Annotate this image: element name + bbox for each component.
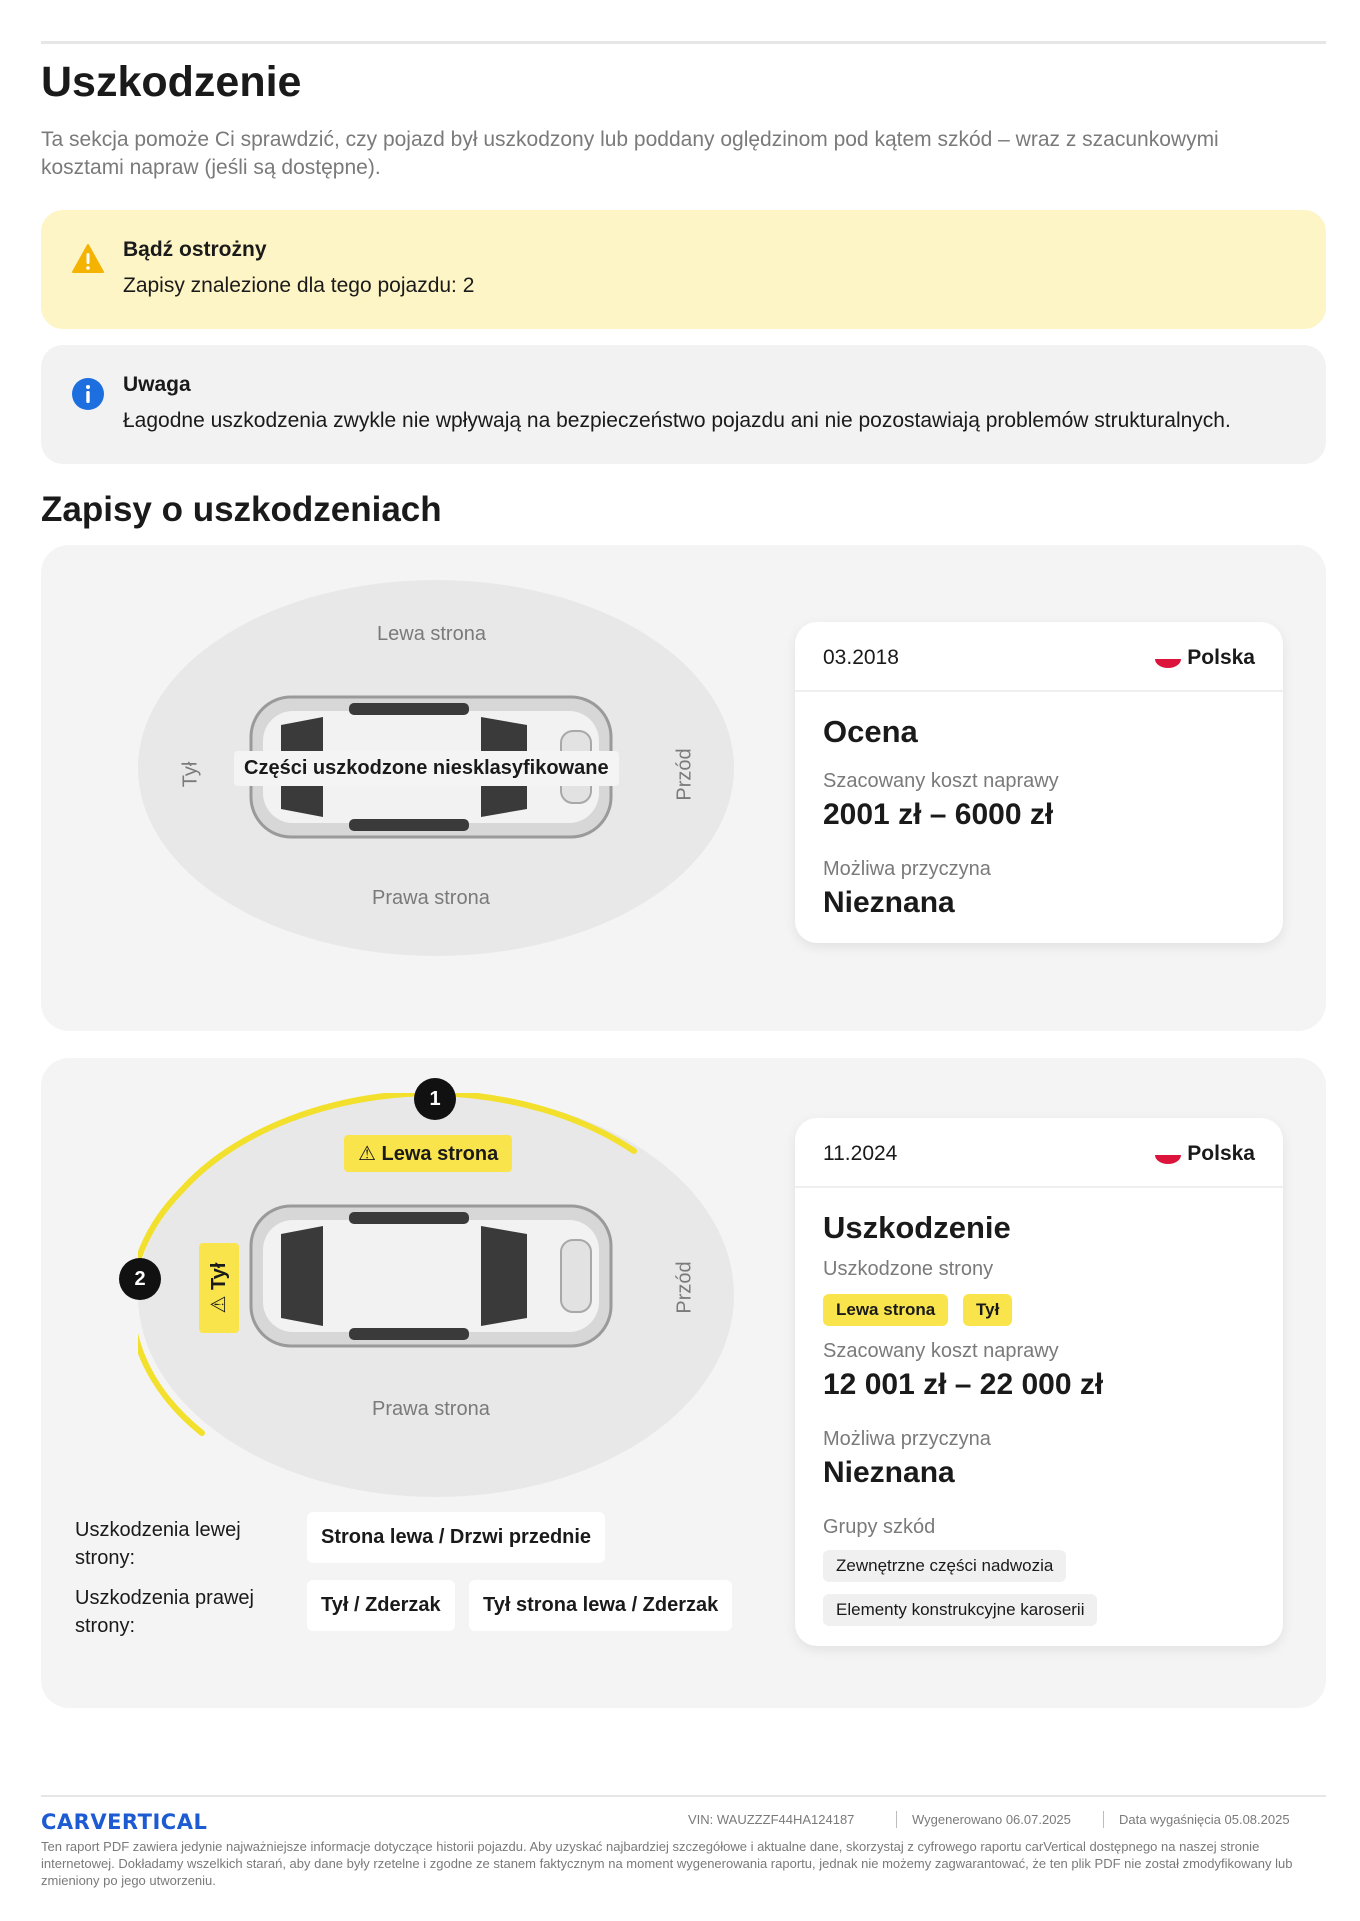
- car-top-view: [241, 1196, 621, 1356]
- damage-record-1: [41, 545, 1326, 1031]
- diagram-overlay-label: Części uszkodzone niesklasyfikowane: [234, 751, 619, 786]
- poland-flag-icon: [1155, 650, 1181, 668]
- cause-value: Nieznana: [823, 1456, 955, 1489]
- cost-label: Szacowany koszt naprawy: [823, 1340, 1059, 1362]
- cause-label: Możliwa przyczyna: [823, 858, 991, 880]
- warning-icon: [71, 242, 105, 276]
- warning-tag-label: Tył: [208, 1262, 230, 1290]
- footer-expires: Data wygaśnięcia 05.08.2025: [1119, 1812, 1290, 1827]
- warning-triangle-icon: ⚠: [208, 1295, 230, 1314]
- info-icon: [71, 377, 105, 411]
- card-header: [795, 1118, 1283, 1188]
- poland-flag-icon: [1155, 1146, 1181, 1164]
- warning-text: Zapisy znalezione dla tego pojazdu: 2: [123, 274, 475, 297]
- diagram-label-right: Prawa strona: [372, 887, 490, 909]
- record-type: Uszkodzenie: [823, 1210, 1011, 1245]
- diagram-label-front: Przód: [673, 1261, 696, 1314]
- info-text: Łagodne uszkodzenia zwykle nie wpływają na bezpieczeństwo pojazdu ani nie pozostawiają problemów strukturalnych.: [123, 409, 1231, 432]
- warning-triangle-icon: ⚠: [358, 1143, 376, 1165]
- warning-alert: [41, 210, 1326, 329]
- warning-tag-left-side: [344, 1135, 512, 1172]
- left-damage-chip: Strona lewa / Drzwi przednie: [307, 1512, 605, 1563]
- diagram-label-left: Lewa strona: [377, 623, 486, 645]
- damage-marker-2[interactable]: 2: [119, 1258, 161, 1300]
- footer-disclaimer: Ten raport PDF zawiera jedynie najważniejsze informacje dotyczące historii pojazdu. Aby uzyskać najbardziej szczegółowe i aktualne dane, skorzystaj z cyfrowego raportu carVertical dostępnego na naszej stronie internetowej. Dokładamy wszelkich starań, aby dane były rzetelne i zgodne ze stanem faktycznym na moment wygenerowania raportu, jednak nie możemy zagwarantować, że ten plik PDF nie został zmodyfikowany lub zmieniony po jego utworzeniu.: [41, 1839, 1293, 1888]
- cost-label: Szacowany koszt naprawy: [823, 770, 1059, 792]
- damage-marker-1[interactable]: 1: [414, 1078, 456, 1120]
- right-damage-label: Uszkodzenia prawej strony:: [75, 1587, 254, 1637]
- footer-separator: [1103, 1811, 1104, 1828]
- cause-label: Możliwa przyczyna: [823, 1428, 991, 1450]
- card-header: [795, 622, 1283, 692]
- damage-group-chip: Elementy konstrukcyjne karoserii: [823, 1594, 1097, 1626]
- footer-separator: [896, 1811, 897, 1828]
- info-title: Uwaga: [123, 373, 191, 396]
- warning-tag-rear: [199, 1243, 239, 1333]
- right-damage-chip: Tył / Zderzak: [307, 1580, 455, 1631]
- record-card-2: [795, 1118, 1283, 1646]
- left-damage-label: Uszkodzenia lewej strony:: [75, 1519, 241, 1569]
- info-alert: [41, 345, 1326, 464]
- records-title: Zapisy o uszkodzeniach: [41, 490, 442, 529]
- top-divider: [41, 41, 1326, 44]
- footer-vin: VIN: WAUZZZF44HA124187: [688, 1812, 855, 1827]
- groups-label: Grupy szkód: [823, 1516, 936, 1538]
- diagram-label-right: Prawa strona: [372, 1398, 490, 1420]
- side-chip: Tył: [963, 1294, 1012, 1326]
- record-card-1: [795, 622, 1283, 943]
- cost-value: 2001 zł – 6000 zł: [823, 798, 1054, 831]
- diagram-label-front: Przód: [673, 748, 696, 801]
- page-title: Uszkodzenie: [41, 58, 302, 106]
- cause-value: Nieznana: [823, 886, 955, 919]
- footer-generated: Wygenerowano 06.07.2025: [912, 1812, 1071, 1827]
- footer-divider: [41, 1795, 1326, 1797]
- warning-tag-label: Lewa strona: [381, 1143, 499, 1165]
- record-country: Polska: [1187, 1142, 1255, 1165]
- warning-title: Bądź ostrożny: [123, 238, 267, 261]
- record-date: 03.2018: [823, 646, 899, 669]
- carvertical-logo: CARVERTICAL: [41, 1810, 208, 1834]
- side-chip: Lewa strona: [823, 1294, 948, 1326]
- record-date: 11.2024: [823, 1142, 898, 1165]
- damage-group-chip: Zewnętrzne części nadwozia: [823, 1550, 1066, 1582]
- section-intro: Ta sekcja pomoże Ci sprawdzić, czy pojazd był uszkodzony lub poddany oględzinom pod kątem szkód – wraz z szacunkowymi kosztami napraw (jeśli są dostępne).: [41, 128, 1219, 179]
- diagram-label-rear: Tył: [179, 761, 202, 788]
- cost-value: 12 001 zł – 22 000 zł: [823, 1368, 1104, 1401]
- record-country: Polska: [1187, 646, 1255, 669]
- damage-record-2: [41, 1058, 1326, 1708]
- right-damage-chip: Tył strona lewa / Zderzak: [469, 1580, 732, 1631]
- record-type: Ocena: [823, 714, 918, 749]
- sides-label: Uszkodzone strony: [823, 1258, 994, 1280]
